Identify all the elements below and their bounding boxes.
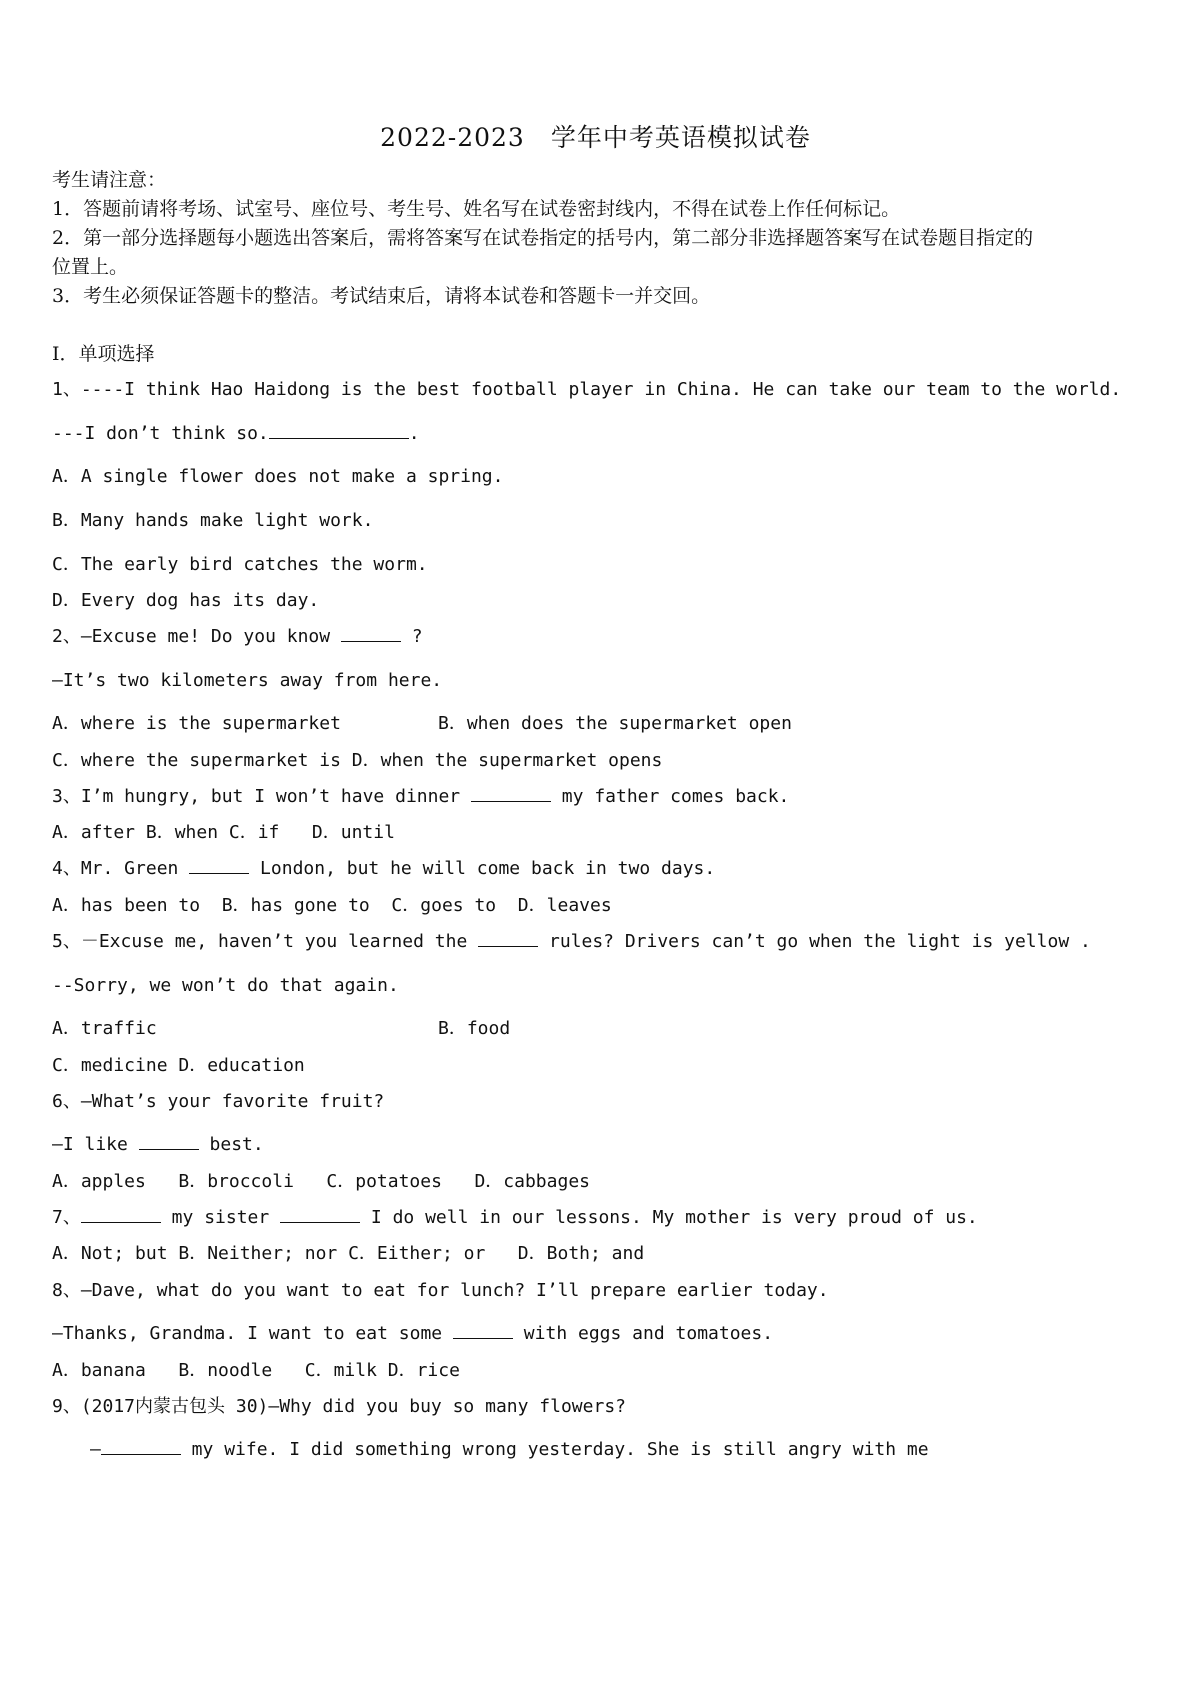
answer-blank[interactable]: [478, 946, 538, 947]
notice-item-2: 2．第一部分选择题每小题选出答案后，需将答案写在试卷指定的括号内，第二部分非选择题答案写在试卷题目指定的: [52, 227, 1034, 249]
question-2-options-cd: C．where the supermarket is D．when the supermarket opens: [52, 750, 663, 771]
question-1-option-b: B．Many hands make light work.: [52, 510, 374, 531]
question-1-option-a: A．A single flower does not make a spring.: [52, 466, 504, 487]
question-5-reply: --Sorry, we won’t do that again.: [52, 975, 399, 996]
question-3-stem: 3、I’m hungry, but I won’t have dinner my father comes back.: [52, 786, 790, 807]
notice-item-3: 3．考生必须保证答题卡的整洁。考试结束后，请将本试卷和答题卡一并交回。: [52, 285, 711, 307]
question-6-reply: —I like best.: [52, 1134, 264, 1155]
answer-blank[interactable]: [280, 1222, 360, 1223]
answer-blank[interactable]: [471, 801, 551, 802]
question-2-stem: 2、—Excuse me! Do you know ?: [52, 626, 423, 647]
question-6-stem: 6、—What’s your favorite fruit?: [52, 1091, 385, 1112]
question-6-options: A．apples B．broccoli C．potatoes D．cabbages: [52, 1171, 590, 1192]
answer-blank[interactable]: [139, 1149, 199, 1150]
question-7-stem: 7、 my sister I do well in our lessons. My mother is very proud of us.: [52, 1207, 978, 1228]
question-4-stem: 4、Mr. Green London, but he will come back in two days.: [52, 858, 716, 879]
question-5-option-a: A．traffic: [52, 1018, 157, 1039]
question-7-options: A．Not; but B．Neither; nor C．Either; or D．Both; and: [52, 1243, 645, 1264]
question-5-option-b: B．food: [438, 1018, 511, 1039]
notice-heading: 考生请注意：: [52, 169, 167, 191]
question-5-stem: 5、－Excuse me, haven’t you learned the rules? Drivers can’t go when the light is yellow .: [52, 931, 1091, 952]
question-1-stem: 1、----I think Hao Haidong is the best football player in China. He can take our team to the world.: [52, 379, 1122, 400]
question-1-option-d: D．Every dog has its day.: [52, 590, 320, 611]
answer-blank[interactable]: [341, 641, 401, 642]
answer-blank[interactable]: [81, 1222, 161, 1223]
question-1-reply: ---I don’t think so. .: [52, 423, 420, 444]
answer-blank[interactable]: [189, 873, 249, 874]
notice-item-2-cont: 位置上。: [52, 256, 129, 278]
question-8-stem: 8、—Dave, what do you want to eat for lunch? I’ll prepare earlier today.: [52, 1280, 829, 1301]
question-3-options: A．after B．when C．if D．until: [52, 822, 395, 843]
question-9-stem: 9、(2017内蒙古包头 30)—Why did you buy so many flowers?: [52, 1396, 626, 1417]
answer-blank[interactable]: [269, 438, 409, 439]
question-8-reply: —Thanks, Grandma. I want to eat some with eggs and tomatoes.: [52, 1323, 774, 1344]
answer-blank[interactable]: [101, 1454, 181, 1455]
question-9-reply: — my wife. I did something wrong yesterday. She is still angry with me: [90, 1439, 929, 1460]
section-heading: Ⅰ．单项选择: [52, 343, 155, 365]
answer-blank[interactable]: [453, 1338, 513, 1339]
question-8-options: A．banana B．noodle C．milk D．rice: [52, 1360, 460, 1381]
question-4-options: A．has been to B．has gone to C．goes to D．leaves: [52, 895, 612, 916]
question-1-option-c: C．The early bird catches the worm.: [52, 554, 428, 575]
question-5-options-cd: C．medicine D．education: [52, 1055, 305, 1076]
question-2-reply: —It’s two kilometers away from here.: [52, 670, 443, 691]
question-2-option-b: B．when does the supermarket open: [438, 713, 792, 734]
question-2-option-a: A．where is the supermarket: [52, 713, 341, 734]
page-title: 2022-2023 学年中考英语模拟试卷: [380, 123, 811, 152]
notice-item-1: 1．答题前请将考场、试室号、座位号、考生号、姓名写在试卷密封线内，不得在试卷上作任何标记。: [52, 198, 901, 220]
